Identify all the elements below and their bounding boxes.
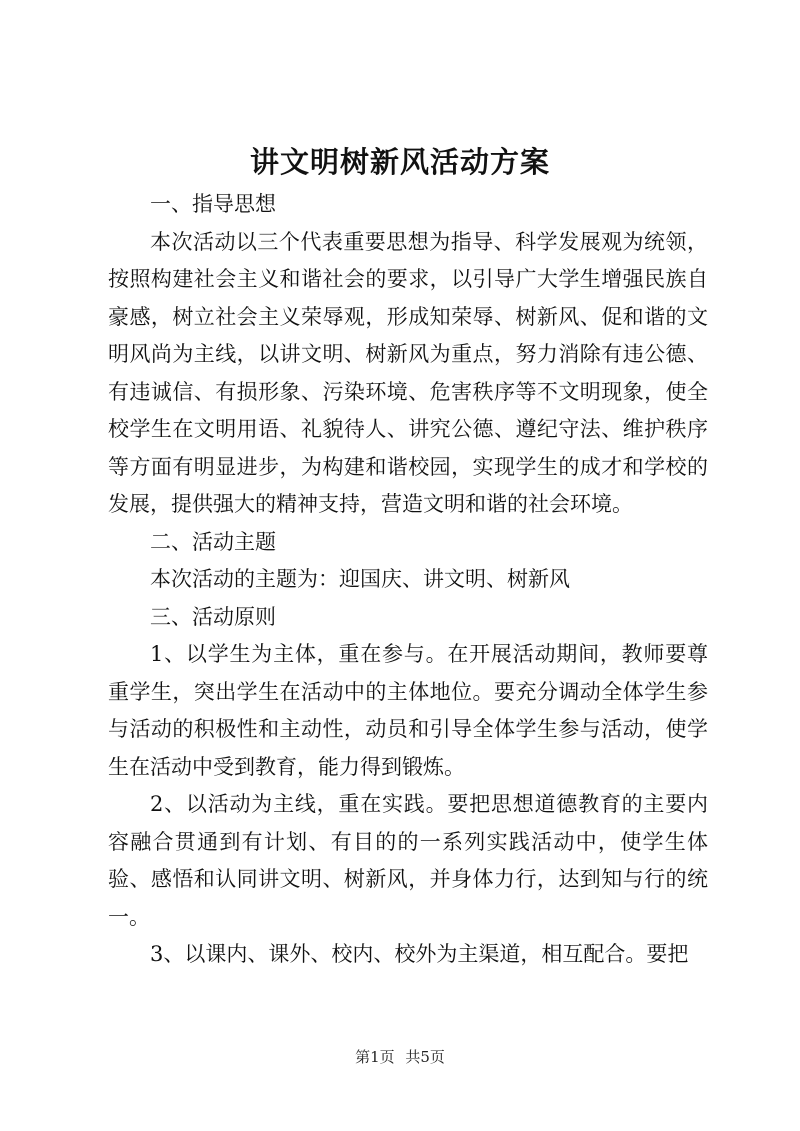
- paragraph-activity-theme: 本次活动的主题为：迎国庆、讲文明、树新风: [150, 567, 570, 591]
- page-total: 共5页: [405, 1048, 445, 1066]
- section-heading-activity-principles: 三、活动原则: [150, 604, 276, 629]
- paragraph-principle-3: 3、以课内、课外、校内、校外为主渠道，相互配合。要把: [150, 942, 689, 966]
- paragraph-guiding-thought: 本次活动以三个代表重要思想为指导、科学发展观为统领，按照构建社会主义和谐社会的要求，以引导广大学生增强民族自豪感，树立社会主义荣辱观，形成知荣辱、树新风、促和谐的文明风尚为主线，以讲文明、树新风为重点，努力消除有违公德、有违诚信、有损形象、污染环境、危害秩序等不文明现象，使全校学生在文明用语、礼貌待人、讲究公德、遵纪守法、维护秩序等方面有明显进步，为构建和谐校园，实现学生的成才和学校的发展，提供强大的精神支持，营造文明和谐的社会环境。: [108, 229, 708, 516]
- document-title: 讲文明树新风活动方案: [249, 145, 550, 179]
- document-body: [108, 186, 708, 974]
- page-footer: [0, 1046, 800, 1067]
- paragraph-principle-1: 1、以学生为主体，重在参与。在开展活动期间，教师要尊重学生，突出学生在活动中的主体地位。要充分调动全体学生参与活动的积极性和主动性，动员和引导全体学生参与活动，使学生在活动中受到教育，能力得到锻炼。: [108, 642, 708, 779]
- section-heading-activity-theme: 二、活动主题: [150, 529, 276, 554]
- section-heading-guiding-thought: 一、指导思想: [150, 192, 276, 216]
- page-number: 第1页: [355, 1048, 395, 1066]
- paragraph-principle-2: 2、以活动为主线，重在实践。要把思想道德教育的主要内容融合贯通到有计划、有目的的一系列实践活动中，使学生体验、感悟和认同讲文明、树新风，并身体力行，达到知与行的统一。: [108, 792, 708, 929]
